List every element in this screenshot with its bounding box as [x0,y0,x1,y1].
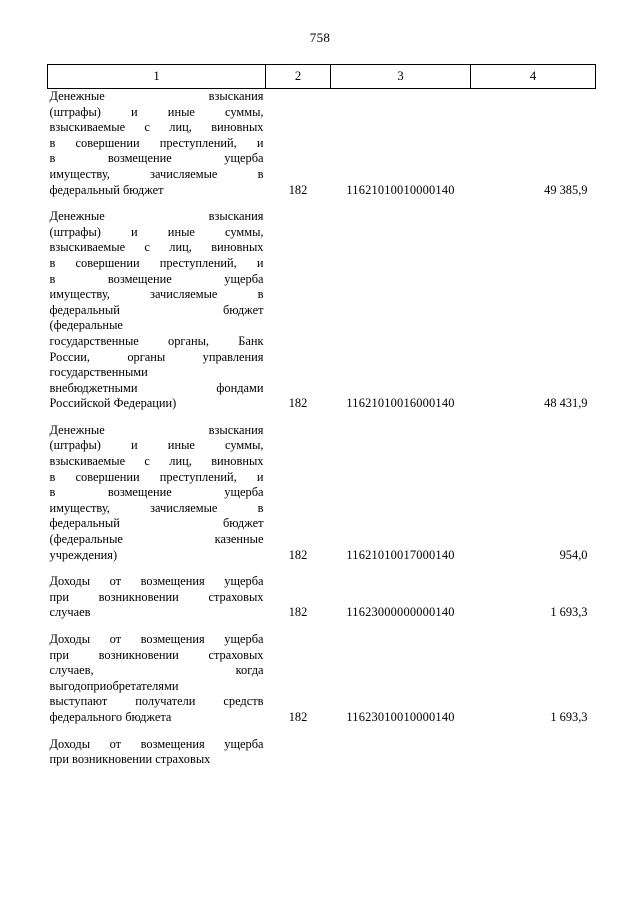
description-line: случаев [49,605,91,620]
description-line: Денежные взыскания [49,89,264,103]
row-description [48,209,266,412]
table-header [48,65,596,89]
row-admin-code: 182 [288,605,308,620]
description-line: взыскиваемые с лиц, виновных [49,120,264,135]
description-line: государственные органы, Банк [49,333,264,348]
table-row [48,574,596,621]
description-line: Денежные взыскания [49,209,264,224]
description-line: взыскиваемые с лиц, виновных [49,240,264,255]
row-admin-code [266,737,331,768]
table-row [48,632,596,726]
row-spacer [48,412,596,423]
description-line: взыскиваемые с лиц, виновных [49,454,264,469]
description-line: в возмещение ущерба [49,151,264,166]
row-spacer-cell [48,621,596,632]
description-line: при возникновении страховых [49,589,264,604]
description-line: имуществу, зачисляемые в [49,287,264,302]
description-line: в совершении преступлений, и [49,135,264,150]
description-line: государственными [49,365,148,380]
table-row [48,89,596,199]
description-line: Доходы от возмещения ущерба [49,632,264,646]
description-line: (федеральные [49,318,123,333]
row-amount: 1 693,3 [550,605,588,620]
budget-table [47,64,596,768]
description-line: Денежные взыскания [49,422,264,437]
description-line: (штрафы) и иные суммы, [49,224,264,239]
row-kbk-code [331,737,471,768]
column-header-1: 1 [48,65,266,89]
table-header-row [48,65,596,89]
row-kbk-code: 11623010010000140 [346,709,455,724]
row-admin-code: 182 [288,182,308,197]
row-description [48,632,266,726]
row-description [48,737,266,768]
column-header-3: 3 [331,65,471,89]
column-header-2: 2 [266,65,331,89]
description-line: выступают получатели средств [49,694,264,709]
description-line: в возмещение ущерба [49,271,264,286]
row-admin-code: 182 [288,396,308,411]
row-amount: 954,0 [559,547,588,562]
description-line: при возникновении страховых [49,647,264,662]
table-body [48,89,596,768]
table-row [48,209,596,412]
description-line: имуществу, зачисляемые в [49,500,264,515]
row-description [48,423,266,563]
description-line: федеральный бюджет [49,302,264,317]
row-amount: 49 385,9 [544,182,588,197]
row-spacer [48,198,596,209]
description-line: (федеральные казенные [49,532,264,547]
description-line: в совершении преступлений, и [49,255,264,270]
row-spacer-cell [48,198,596,209]
row-admin-code: 182 [288,709,308,724]
description-line: внебюджетными фондами [49,380,264,395]
description-line: России, органы управления [49,349,264,364]
column-header-4: 4 [471,65,596,89]
description-line: в совершении преступлений, и [49,469,264,484]
table-row [48,737,596,768]
row-spacer-cell [48,412,596,423]
description-line: Доходы от возмещения ущерба [49,736,264,751]
description-line: имуществу, зачисляемые в [49,166,264,181]
description-line: (штрафы) и иные суммы, [49,438,264,453]
budget-table-container [47,64,595,768]
row-kbk-code: 11623000000000140 [346,605,455,620]
description-line: Доходы от возмещения ущерба [49,574,264,589]
description-line: случаев, когда [49,663,264,678]
row-amount: 1 693,3 [550,709,588,724]
description-line: учреждения) [49,547,118,562]
description-line: федеральный бюджет [49,516,264,531]
row-description [48,89,266,199]
description-line: выгодоприобретателями [49,678,179,693]
row-spacer-cell [48,563,596,574]
table-row [48,423,596,563]
row-spacer [48,726,596,737]
row-admin-code: 182 [288,547,308,562]
description-line: (штрафы) и иные суммы, [49,104,264,119]
row-kbk-code: 11621010017000140 [346,547,455,562]
description-line: федеральный бюджет [49,182,164,197]
row-kbk-code: 11621010010000140 [346,182,455,197]
row-spacer-cell [48,726,596,737]
row-spacer [48,563,596,574]
row-spacer [48,621,596,632]
description-line: федерального бюджета [49,709,172,724]
row-description [48,574,266,621]
row-kbk-code: 11621010016000140 [346,396,455,411]
description-line: при возникновении страховых [49,752,211,767]
row-amount: 48 431,9 [544,396,588,411]
description-line: в возмещение ущерба [49,485,264,500]
description-line: Российской Федерации) [49,396,177,411]
row-amount [471,737,596,768]
page-number: 758 [309,30,331,45]
